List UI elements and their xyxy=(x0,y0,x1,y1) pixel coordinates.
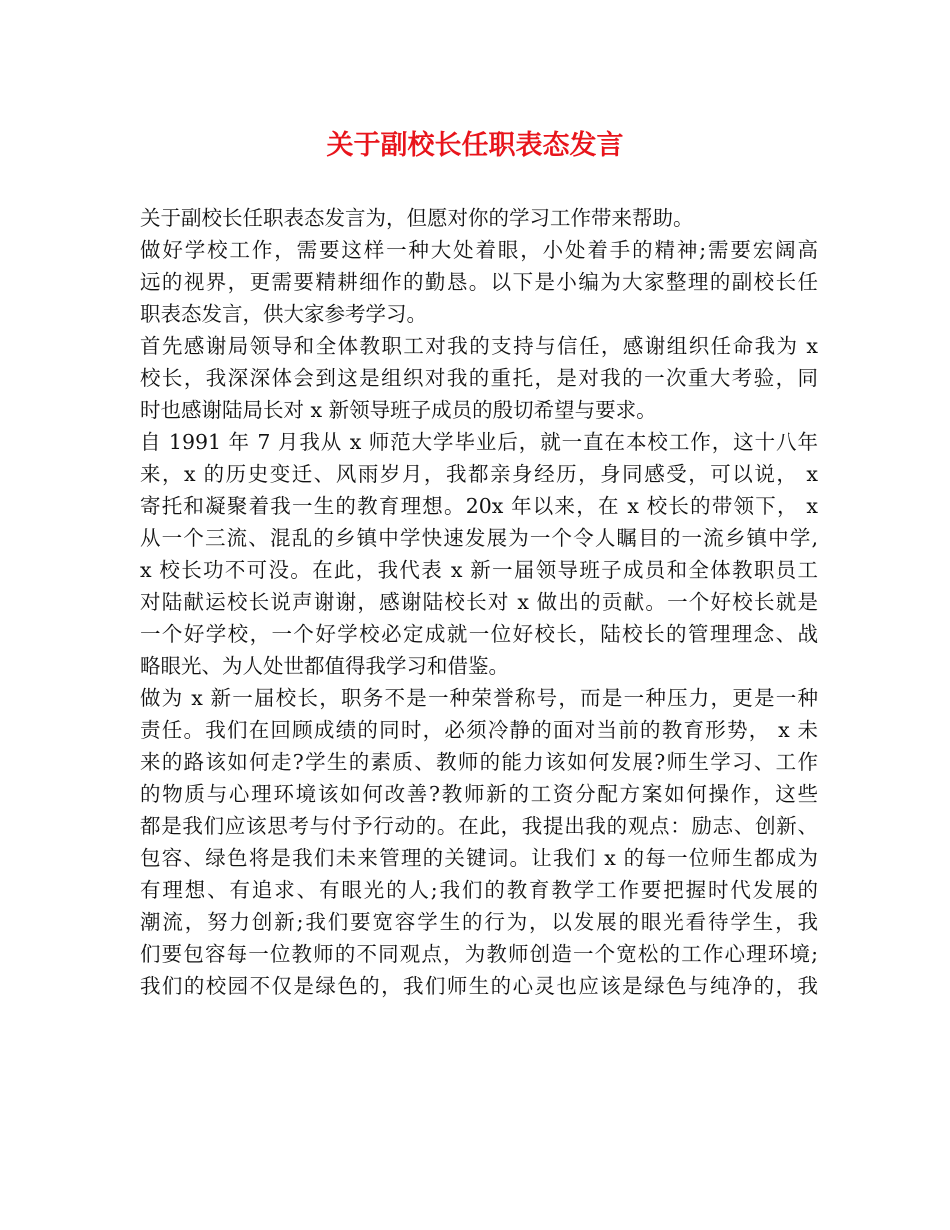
paragraph-line: 远的视界，更需要精耕细作的勤恳。以下是小编为大家整理的副校长任 xyxy=(140,270,818,294)
paragraph-line: 关于副校长任职表态发言为，但愿对你的学习工作带来帮助。 xyxy=(140,206,694,230)
paragraph-line: 责任。我们在回顾成绩的同时，必须冷静的面对当前的教育形势， x 未 xyxy=(140,718,818,742)
document-title: 关于副校长任职表态发言 xyxy=(326,130,624,161)
paragraph-line: 的物质与心理环境该如何改善?教师新的工资分配方案如何操作，这些 xyxy=(140,782,818,806)
paragraph-line: 来的路该如何走?学生的素质、教师的能力该如何发展?师生学习、工作 xyxy=(140,750,818,774)
paragraph-line: 略眼光、为人处世都值得我学习和借鉴。 xyxy=(140,654,509,678)
paragraph-line: 时也感谢陆局长对 x 新领导班子成员的殷切希望与要求。 xyxy=(140,398,657,422)
paragraph-line: 包容、绿色将是我们未来管理的关键词。让我们 x 的每一位师生都成为 xyxy=(140,846,818,870)
paragraph-line: 潮流，努力创新;我们要宽容学生的行为，以发展的眼光看待学生，我 xyxy=(140,910,818,934)
paragraph-line: 从一个三流、混乱的乡镇中学快速发展为一个令人瞩目的一流乡镇中学, xyxy=(140,526,818,550)
paragraph-line: 一个好学校，一个好学校必定成就一位好校长，陆校长的管理理念、战 xyxy=(140,622,818,646)
document-body xyxy=(140,202,818,1002)
paragraph-line: 们要包容每一位教师的不同观点，为教师创造一个宽松的工作心理环境; xyxy=(140,942,818,966)
paragraph-line: 我们的校园不仅是绿色的，我们师生的心灵也应该是绿色与纯净的，我 xyxy=(140,974,818,998)
paragraph-line: 自 1991 年 7 月我从 x 师范大学毕业后，就一直在本校工作，这十八年 xyxy=(140,430,818,454)
paragraph-line: x 校长功不可没。在此，我代表 x 新一届领导班子成员和全体教职员工 xyxy=(140,558,818,582)
paragraph-line: 有理想、有追求、有眼光的人;我们的教育教学工作要把握时代发展的 xyxy=(140,878,818,902)
paragraph-line: 寄托和凝聚着我一生的教育理想。20x 年以来，在 x 校长的带领下， x xyxy=(140,494,818,518)
paragraph-line: 对陆献运校长说声谢谢，感谢陆校长对 x 做出的贡献。一个好校长就是 xyxy=(140,590,818,614)
paragraph-line: 做好学校工作，需要这样一种大处着眼，小处着手的精神;需要宏阔高 xyxy=(140,238,818,262)
paragraph-line: 校长，我深深体会到这是组织对我的重托，是对我的一次重大考验，同 xyxy=(140,366,818,390)
paragraph-line: 首先感谢局领导和全体教职工对我的支持与信任，感谢组织任命我为 x xyxy=(140,334,818,358)
paragraph-line: 来，x 的历史变迁、风雨岁月，我都亲身经历，身同感受，可以说， x xyxy=(140,462,818,486)
paragraph-line: 都是我们应该思考与付予行动的。在此，我提出我的观点：励志、创新、 xyxy=(140,814,818,838)
paragraph-line: 职表态发言，供大家参考学习。 xyxy=(140,302,427,326)
paragraph-line: 做为 x 新一届校长，职务不是一种荣誉称号，而是一种压力，更是一种 xyxy=(140,686,818,710)
